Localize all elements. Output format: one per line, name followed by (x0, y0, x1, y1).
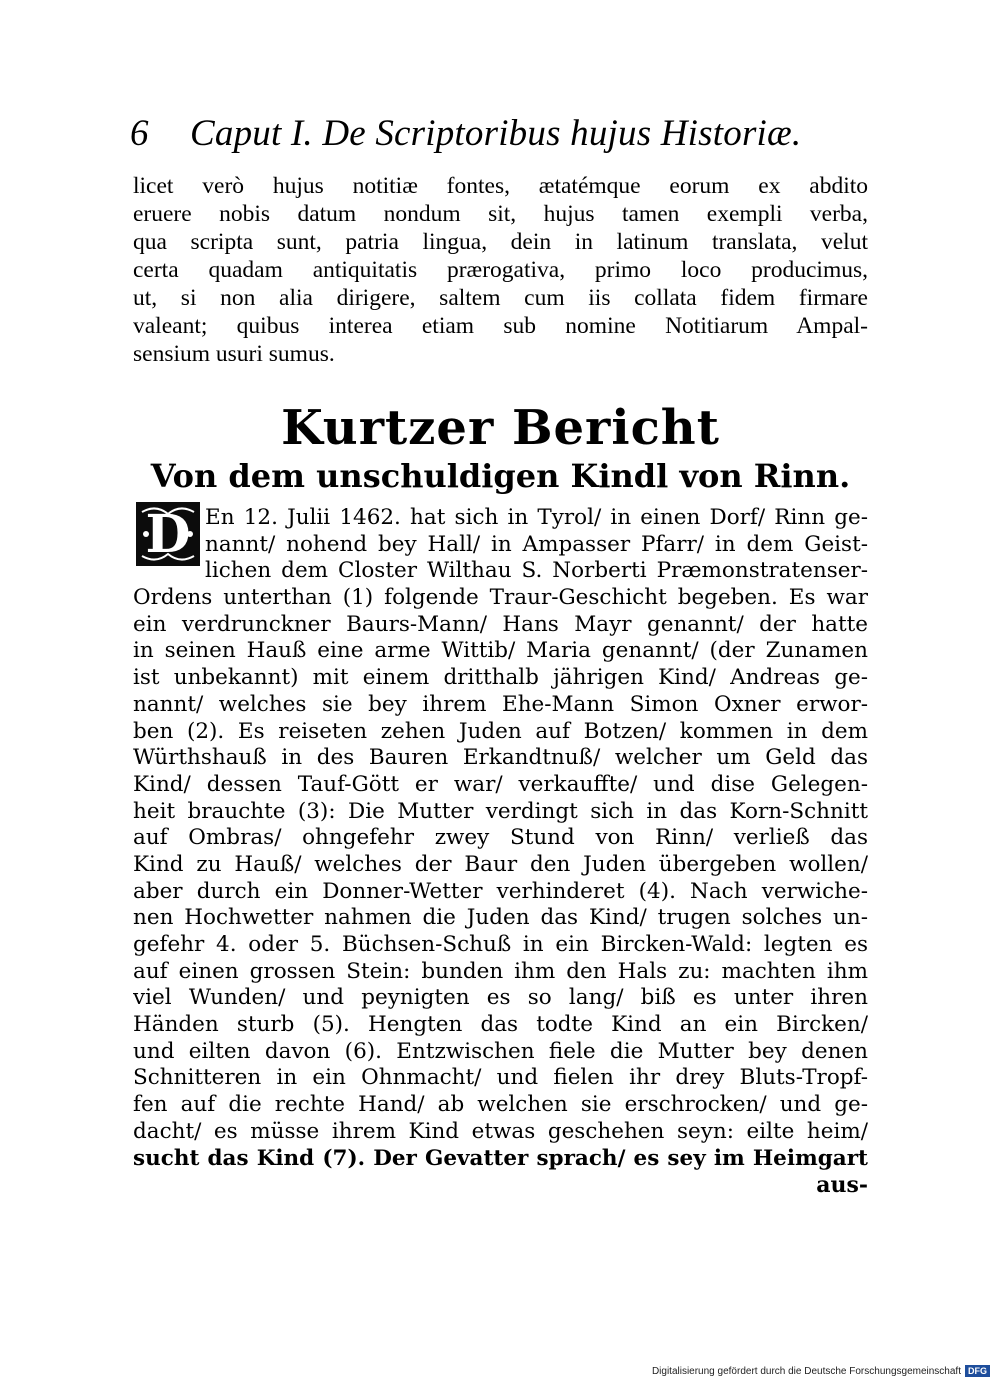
text-line: fen auf die rechte Hand/ ab welchen sie erschrocken/ und ge- (133, 1092, 868, 1118)
page-number: 6 (130, 113, 149, 154)
text-line: lichen dem Closter Wilthau S. Norberti Præmonstratenser- (205, 558, 868, 584)
text-line: in seinen Hauß eine arme Wittib/ Maria genannt/ (der Zunamen (133, 638, 868, 664)
text-line: nen Hochwetter nahmen die Juden das Kind/ trugen solches un- (133, 905, 868, 931)
text-line: gefehr 4. oder 5. Büchsen-Schuß in ein Bircken-Wald: legten es (133, 932, 868, 957)
text-line: sensium usuri sumus. (133, 341, 335, 367)
footer-credit-text: Digitalisierung gefördert durch die Deutsche Forschungsgemeinschaft (651, 1365, 961, 1377)
dfg-logo: DFG (965, 1365, 990, 1377)
text-line: sucht das Kind (7). Der Gevatter sprach/ es sey im Heimgart (133, 1145, 868, 1171)
text-line: auf einen grossen Stein: bunden ihm den Hals zu: machten ihm (133, 958, 868, 984)
text-line: Würthshauß in des Bauren Erkandtnuß/ welcher um Geld das (133, 745, 868, 771)
text-line: Ordens unterthan (1) folgende Traur-Geschicht begeben. Es war (133, 585, 868, 611)
text-line: nannt/ welches sie bey ihrem Ehe-Mann Simon Oxner erwor- (133, 691, 868, 717)
text-line: aber durch ein Donner-Wetter verhinderet (4). Nach verwiche- (133, 878, 868, 904)
section-subtitle: Von dem unschuldigen Kindl von Rinn. (150, 457, 851, 495)
latin-paragraph (133, 172, 868, 368)
text-line: dacht/ es müsse ihrem Kind etwas geschehen seyn: eilte heim/ (133, 1118, 868, 1144)
text-line: Schnitteren in ein Ohnmacht/ und fielen ihr drey Bluts-Tropf- (133, 1065, 868, 1091)
running-title: Caput I. De Scriptoribus hujus Historiæ. (190, 113, 802, 154)
text-line: Händen sturb (5). Hengten das todte Kind an ein Bircken/ (133, 1012, 868, 1038)
text-line: und eilten davon (6). Entzwischen fiele die Mutter bey denen (133, 1038, 868, 1064)
text-line: eruere nobis datum nondum sit, hujus tamen exempli verba, (133, 201, 868, 227)
text-line: licet verò hujus notitiæ fontes, ætatémque eorum ex abdito (133, 173, 868, 199)
text-line: Kind/ dessen Tauf-Gött er war/ verkauffte/ und dise Gelegen- (133, 771, 868, 797)
running-head (130, 112, 870, 155)
text-line: En 12. Julii 1462. hat sich in Tyrol/ in einen Dorf/ Rinn ge- (205, 505, 868, 530)
drop-cap-letter: D (145, 503, 191, 565)
text-line: ist unbekannt) mit einem dritthalb jährigen Kind/ Andreas ge- (133, 665, 868, 691)
text-line: viel Wunden/ und peynigten es so lang/ biß es unter ihren (133, 985, 868, 1011)
text-line: qua scripta sunt, patria lingua, dein in latinum translata, velut (133, 229, 868, 255)
text-line: auf Ombras/ ohngefehr zwey Stund von Rinn/ verließ das (133, 825, 868, 851)
text-line: ein verdrunckner Baurs-Mann/ Hans Mayr genannt/ der hatte (133, 611, 868, 637)
text-line: certa quadam antiquitatis prærogativa, primo loco producimus, (133, 257, 868, 283)
text-line: nannt/ nohend bey Hall/ in Ampasser Pfarr/ in dem Geist- (205, 531, 868, 557)
section-title: Kurtzer Bericht (281, 400, 720, 456)
german-text (133, 505, 868, 1172)
text-line: heit brauchte (3): Die Mutter verdingt sich in das Korn-Schnitt (133, 798, 868, 824)
catchword: aus- (816, 1172, 868, 1198)
text-line: ut, si non alia dirigere, saltem cum iis collata fidem firmare (133, 285, 868, 311)
text-line: Kind zu Hauß/ welches der Baur den Juden übergeben wollen/ (133, 851, 868, 877)
text-line: valeant; quibus interea etiam sub nomine Notitiarum Ampal- (133, 313, 868, 339)
text-line: ben (2). Es reiseten zehen Juden auf Botzen/ kommen in dem (133, 718, 868, 744)
footer-credit (652, 1364, 990, 1378)
